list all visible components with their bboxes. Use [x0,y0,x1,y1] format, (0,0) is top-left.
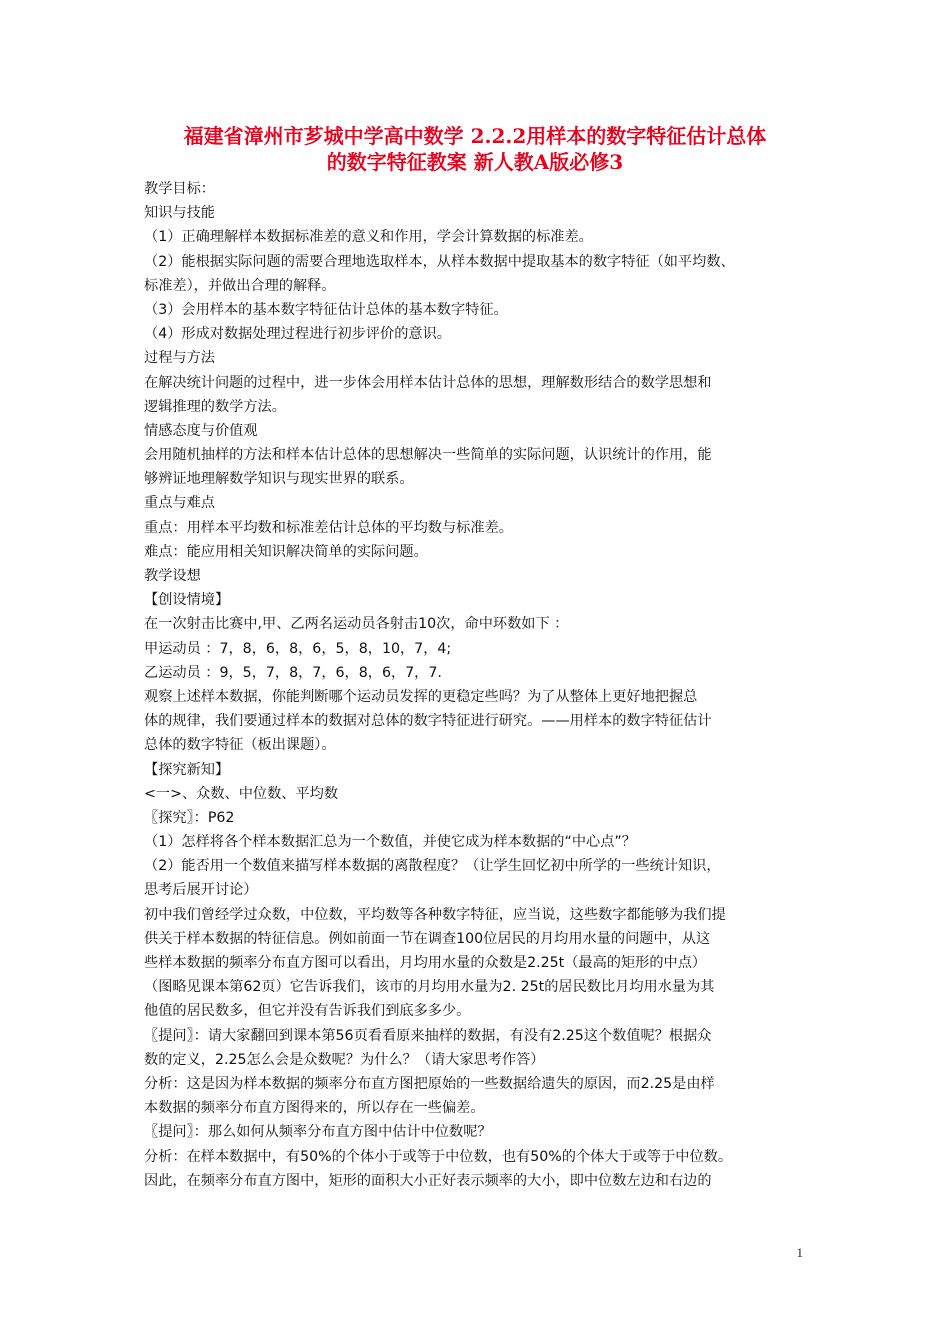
text-line: 供关于样本数据的特征信息。例如前面一节在调查100位居民的月均用水量的问题中，从这 [144,930,711,947]
text-line: 些样本数据的频率分布直方图可以看出，月均用水量的众数是2.25t（最高的矩形的中点） [144,955,707,971]
text-line: （2）能否用一个数值来描写样本数据的离散程度？（让学生回忆初中所学的一些统计知识， [144,858,721,875]
text-line: （1）怎样将各个样本数据汇总为一个数值，并使它成为样本数据的“中心点”？ [144,834,636,851]
text-line: <一>、众数、中位数、平均数 [144,785,339,802]
text-line: 逻辑推理的数学方法。 [144,398,286,415]
text-line: 在解决统计问题的过程中，进一步体会用样本估计总体的思想，理解数形结合的数学思想和 [144,374,712,391]
text-line: 标准差），并做出合理的解释。 [144,277,336,294]
text-line: 本数据的频率分布直方图得来的，所以存在一些偏差。 [144,1100,485,1117]
text-line: 【创设情境】 [144,592,230,609]
text-line: （4）形成对数据处理过程进行初步评价的意识。 [144,326,451,343]
text-line: （1）正确理解样本数据标准差的意义和作用，学会计算数据的标准差。 [144,229,593,246]
text-line: 甲运动员 ：7，8，6，8，6，5，8，10，7，4; [144,640,452,657]
page-number: 1 [796,1245,803,1260]
text-line: 观察上述样本数据，你能判断哪个运动员发挥的更稳定些吗？为了从整体上更好地把握总 [144,688,698,705]
text-line: 〖提问〗：那么如何从频率分布直方图中估计中位数呢？ [144,1124,492,1141]
text-line: 【探究新知】 [144,761,230,778]
text-line: 情感态度与价值观 [144,422,258,439]
text-line: （3）会用样本的基本数字特征估计总体的基本数字特征。 [144,301,508,318]
text-line: （图略见课本第62页）它告诉我们，该市的月均用水量为2. 25t的居民数比月均用水量为其 [144,979,715,996]
title-line-2: 的数字特征教案 新人教A版必修3 [326,150,624,174]
text-line: 乙运动员 ：9，5，7，8，7，6，8，6，7，7. [144,664,442,681]
text-line: 重点：用样本平均数和标准差估计总体的平均数与标准差。 [144,519,513,536]
text-line: 他值的居民数多，但它并没有告诉我们到底多多少。 [144,1003,471,1020]
text-line: 教学设想 [144,568,201,584]
text-line: 教学目标： [144,181,215,197]
text-line: 体的规律，我们要通过样本的数据对总体的数字特征进行研究。——用样本的数字特征估计 [144,713,712,730]
text-line: 〖提问〗：请大家翻回到课本第56页看看原来抽样的数据，有没有2.25这个数值呢？根据众 [144,1027,712,1044]
document-title [120,123,830,175]
title-line-1: 福建省漳州市芗城中学高中数学 2.2.2用样本的数字特征估计总体 [183,124,767,148]
text-line: 难点：能应用相关知识解决简单的实际问题。 [144,543,428,560]
text-line: 分析：这是因为样本数据的频率分布直方图把原始的一些数据给遗失的原因，而2.25是由样 [144,1075,715,1092]
text-line: 重点与难点 [144,495,215,512]
text-line: 够辨证地理解数学知识与现实世界的联系。 [144,471,414,488]
text-line: 分析：在样本数据中，有50%的个体小于或等于中位数，也有50%的个体大于或等于中位数。 [144,1148,733,1165]
text-line: 总体的数字特征（板出课题）。 [144,737,336,754]
text-line: 知识与技能 [144,205,215,222]
text-line: 在一次射击比赛中,甲、乙两名运动员各射击10次，命中环数如下 ： [144,616,569,633]
text-line: 过程与方法 [144,350,215,367]
text-line: 初中我们曾经学过众数，中位数，平均数等各种数字特征，应当说，这些数字都能够为我们提 [144,906,726,923]
text-line: 〖探究〗：P62 [144,809,235,826]
text-line: 数的定义，2.25怎么会是众数呢？为什么？（请大家思考作答） [144,1051,545,1068]
text-line: 思考后展开讨论） [144,882,258,899]
text-line: 因此，在频率分布直方图中，矩形的面积大小正好表示频率的大小，即中位数左边和右边的 [144,1172,712,1189]
text-line: 会用随机抽样的方法和样本估计总体的思想解决一些简单的实际问题，认识统计的作用，能 [144,447,712,464]
text-line: （2）能根据实际问题的需要合理地选取样本，从样本数据中提取基本的数字特征（如平均数、 [144,253,735,270]
document-body [144,177,820,1193]
